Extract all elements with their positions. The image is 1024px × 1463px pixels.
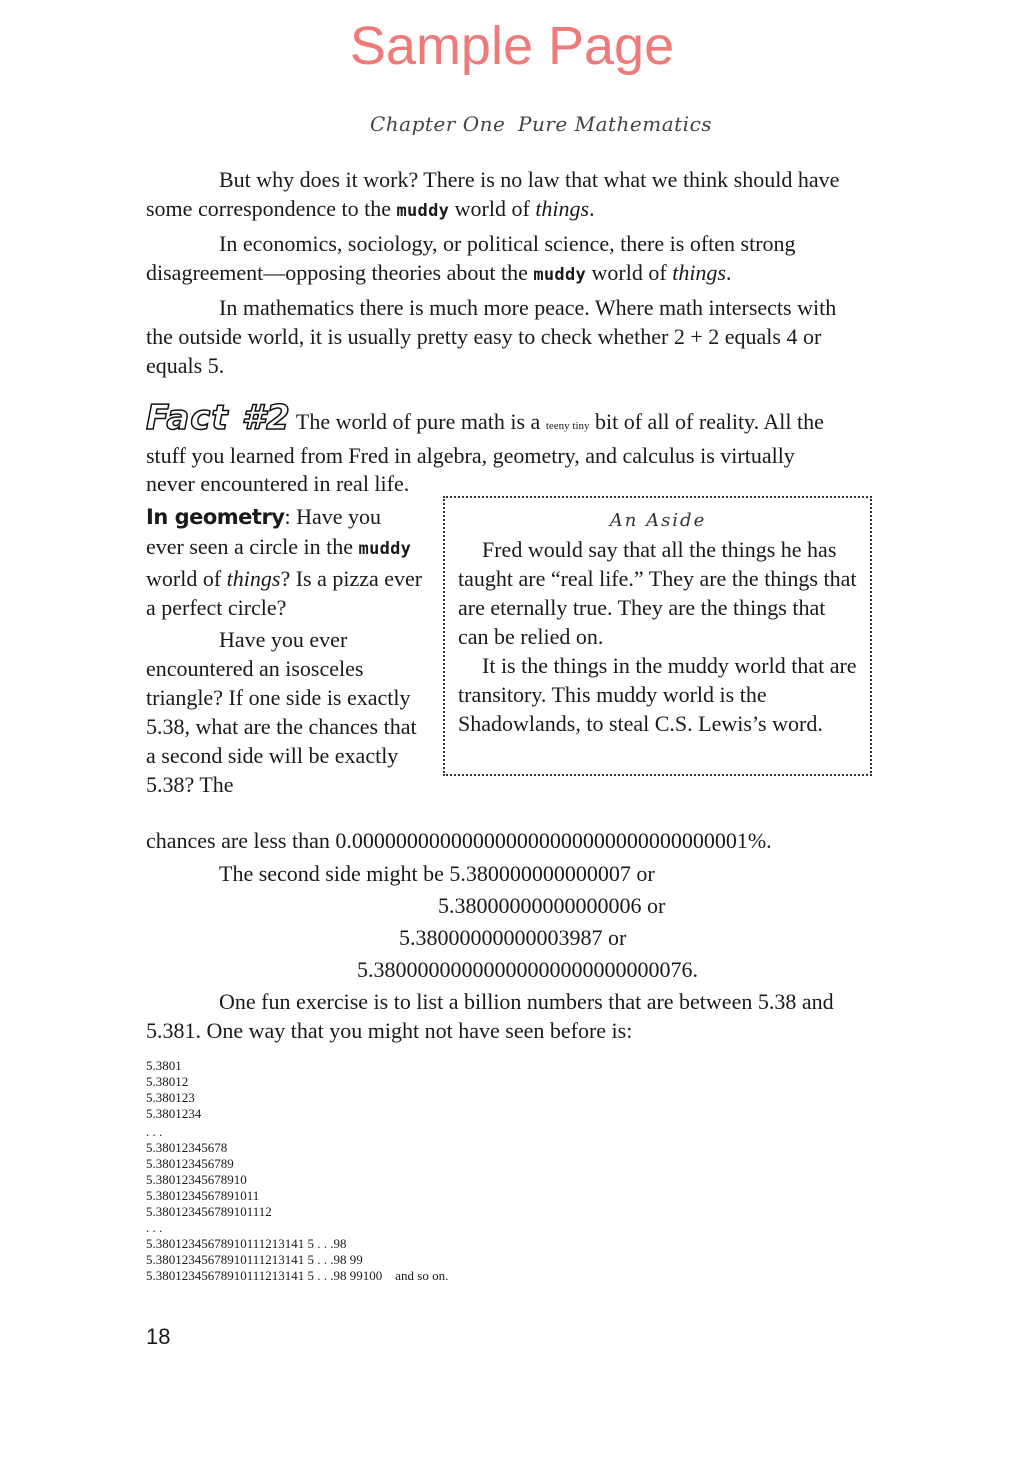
list-item: 5.380123 [146,1090,195,1105]
geometry-heading: In geometry [146,505,285,529]
fact-2-heading: Fact #2 [146,398,291,438]
muddy-word: muddy [396,201,450,221]
second-side-line: The second side might be 5.380000000000007 or [219,861,655,886]
fact-2-block [146,398,866,470]
list-item: 5.38012345678910111213141 5 . . .98 [146,1236,347,1251]
fact-2-paragraph: Fact #2 The world of pure math is a teeny tiny bit of all of reality. All the stuff you learned from Fred in algebra, geometry, and calculus is virtually [146,398,824,468]
muddy-word: muddy [358,539,412,559]
list-item: . . . [146,1124,163,1139]
aside-paragraph-1: Fred would say that all the things he has taught are “real life.” They are the things that are eternally true. They are the things that can be relied on. [458,537,857,649]
list-item: . . . [146,1220,163,1235]
alt-value-3: 5.38000000000000000000000000076. [357,957,698,982]
aside-paragraph-2: It is the things in the muddy world that are transitory. This muddy world is the Shadowlands, to steal C.S. Lewis’s word. [458,653,857,736]
list-item: 5.38012345678910111213141 5 . . .98 99100 and so on. [146,1268,449,1283]
list-item: 5.38012 [146,1074,189,1089]
chances-line: chances are less than 0.000000000000000000000000000000000001%. [146,828,772,853]
list-item: 5.380123456789101112 [146,1204,272,1219]
geometry-paragraph: In geometry: Have you ever seen a circle in the muddy world of things? Is a pizza ever a perfect circle? [146,504,423,620]
fact-2-continued: never encountered in real life. [146,471,410,496]
intro-text [146,165,866,380]
teeny-tiny-text: teeny tiny [545,420,590,432]
page-number: 18 [146,1324,171,1349]
number-list [146,1058,448,1284]
alt-value-2: 5.38000000000003987 or [399,925,627,950]
running-head-chapter: Chapter One [370,112,506,136]
list-item: 5.38012345678 [146,1140,228,1155]
muddy-word: muddy [533,265,587,285]
isosceles-paragraph: Have you ever encountered an isosceles triangle? If one side is exactly 5.38, what are the chances that a second side will be exactly 5.38? The [146,627,417,797]
paragraph-3: In mathematics there is much more peace. Where math intersects with the outside world, it is usually pretty easy to check whether 2 + 2 equals 4 or equals 5. [146,295,837,378]
list-item: 5.3801234567891011 [146,1188,260,1203]
paragraph-1: But why does it work? There is no law that what we think should have some correspondence to the muddy world of things. [146,167,840,221]
aside-title: An Aside [609,510,707,531]
list-item: 5.38012345678910 [146,1172,247,1187]
sample-page-watermark: Sample Page [349,16,675,76]
left-column [146,469,424,799]
list-item: 5.3801234 [146,1106,202,1121]
list-item: 5.38012345678910111213141 5 . . .98 99 [146,1252,363,1267]
running-head-title: Pure Mathematics [518,112,713,136]
paragraph-2: In economics, sociology, or political science, there is often strong disagreement—opposing theories about the muddy world of things. [146,231,796,285]
aside-box [443,496,872,776]
list-item: 5.3801 [146,1058,182,1073]
exercise-paragraph: One fun exercise is to list a billion numbers that are between 5.38 and 5.381. One way that you might not have seen before is: [146,989,834,1043]
alt-value-1: 5.38000000000000006 or [438,893,666,918]
list-item: 5.380123456789 [146,1156,234,1171]
